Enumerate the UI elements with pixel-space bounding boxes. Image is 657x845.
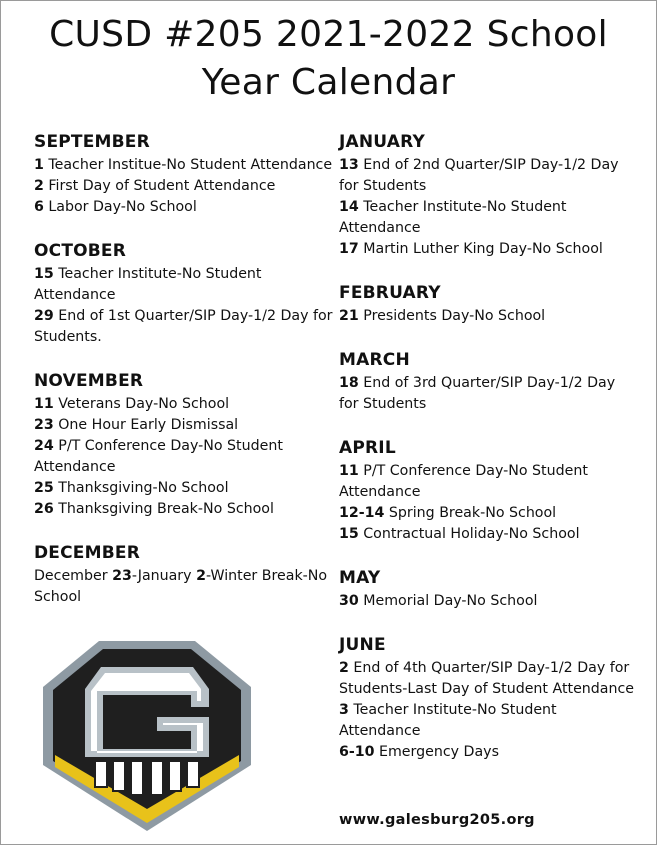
event-text: Thanksgiving-No School (53, 480, 229, 496)
event-date: 3 (339, 702, 349, 718)
event-date: 6-10 (339, 744, 375, 760)
month-section-october (34, 240, 334, 348)
calendar-event (339, 155, 639, 197)
calendar-event (339, 373, 639, 415)
title-line-1: CUSD #205 2021-2022 School (49, 14, 608, 55)
month-section-january (339, 131, 639, 260)
event-text: P/T Conference Day-No Student Attendance (339, 463, 588, 500)
left-column (34, 131, 334, 630)
event-text: Spring Break-No School (384, 505, 557, 521)
month-heading: SEPTEMBER (34, 132, 150, 152)
event-text: End of 3rd Quarter/SIP Day-1/2 Day for Students (339, 375, 616, 412)
event-text: Presidents Day-No School (358, 308, 546, 324)
event-date: 24 (34, 438, 54, 454)
event-date: 2 (196, 568, 206, 584)
month-heading: OCTOBER (34, 241, 127, 261)
calendar-event (339, 306, 639, 327)
month-section-may (339, 567, 639, 612)
month-section-november (34, 370, 334, 520)
event-date: 1 (34, 157, 44, 173)
event-date: 13 (339, 157, 359, 173)
event-date: 11 (34, 396, 54, 412)
month-section-april (339, 437, 639, 545)
month-heading: MAY (339, 568, 381, 588)
event-date: 17 (339, 241, 359, 257)
calendar-event (34, 306, 334, 348)
event-text: Emergency Days (374, 744, 499, 760)
month-section-march (339, 349, 639, 415)
event-text: -January (131, 568, 197, 584)
event-text: Teacher Institute-No Student Attendance (339, 199, 567, 236)
event-text: Thanksgiving Break-No School (53, 501, 274, 517)
event-text: -Winter Break-No School (34, 568, 328, 605)
event-date: 25 (34, 480, 54, 496)
month-heading: JUNE (339, 635, 386, 655)
event-text: Teacher Institue-No Student Attendance (43, 157, 333, 173)
month-heading: MARCH (339, 350, 410, 370)
calendar-event (339, 197, 639, 239)
event-date: 23 (112, 568, 132, 584)
calendar-event (34, 478, 334, 499)
calendar-event (34, 155, 334, 176)
event-text: Veterans Day-No School (53, 396, 230, 412)
calendar-event (34, 176, 334, 197)
calendar-event (34, 499, 334, 520)
event-date: 6 (34, 199, 44, 215)
event-date: 2 (34, 178, 44, 194)
month-heading: NOVEMBER (34, 371, 144, 391)
event-text: End of 2nd Quarter/SIP Day-1/2 Day for Students (339, 157, 619, 194)
event-text: Teacher Institute-No Student Attendance (34, 266, 262, 303)
event-date: 26 (34, 501, 54, 517)
month-section-june (339, 634, 639, 763)
event-text: Martin Luther King Day-No School (358, 241, 603, 257)
event-text: P/T Conference Day-No Student Attendance (34, 438, 283, 475)
event-date: 15 (339, 526, 359, 542)
page-title (1, 11, 656, 107)
event-text: Teacher Institute-No Student Attendance (339, 702, 557, 739)
event-text: End of 1st Quarter/SIP Day-1/2 Day for Students. (34, 308, 333, 345)
galesburg-logo-icon (41, 637, 253, 833)
event-text: Contractual Holiday-No School (358, 526, 580, 542)
month-heading: FEBRUARY (339, 283, 441, 303)
event-date: 11 (339, 463, 359, 479)
calendar-event (339, 658, 639, 700)
event-date: 14 (339, 199, 359, 215)
title-line-2: Year Calendar (201, 62, 456, 103)
event-date: 29 (34, 308, 54, 324)
event-text: December (34, 568, 113, 584)
event-text: End of 4th Quarter/SIP Day-1/2 Day for Students-Last Day of Student Attendance (339, 660, 635, 697)
event-date: 23 (34, 417, 54, 433)
calendar-event (34, 197, 334, 218)
event-text: Labor Day-No School (43, 199, 197, 215)
calendar-event (34, 394, 334, 415)
calendar-event (339, 461, 639, 503)
calendar-event (34, 415, 334, 436)
event-date: 2 (339, 660, 349, 676)
event-text: First Day of Student Attendance (43, 178, 276, 194)
event-text: One Hour Early Dismissal (53, 417, 239, 433)
event-text: Memorial Day-No School (358, 593, 538, 609)
calendar-event (34, 436, 334, 478)
website-url[interactable]: www.galesburg205.org (339, 812, 535, 828)
event-date: 21 (339, 308, 359, 324)
event-date: 18 (339, 375, 359, 391)
calendar-event (339, 742, 639, 763)
month-section-february (339, 282, 639, 327)
month-heading: JANUARY (339, 132, 426, 152)
event-date: 12-14 (339, 505, 385, 521)
calendar-event (339, 524, 639, 545)
right-column (339, 131, 639, 785)
calendar-event (339, 700, 639, 742)
calendar-event (339, 591, 639, 612)
month-section-december (34, 542, 334, 608)
calendar-event (339, 239, 639, 260)
calendar-event (34, 566, 334, 608)
month-section-september (34, 131, 334, 218)
event-date: 30 (339, 593, 359, 609)
calendar-event (34, 264, 334, 306)
month-heading: DECEMBER (34, 543, 140, 563)
event-date: 15 (34, 266, 54, 282)
month-heading: APRIL (339, 438, 396, 458)
calendar-event (339, 503, 639, 524)
